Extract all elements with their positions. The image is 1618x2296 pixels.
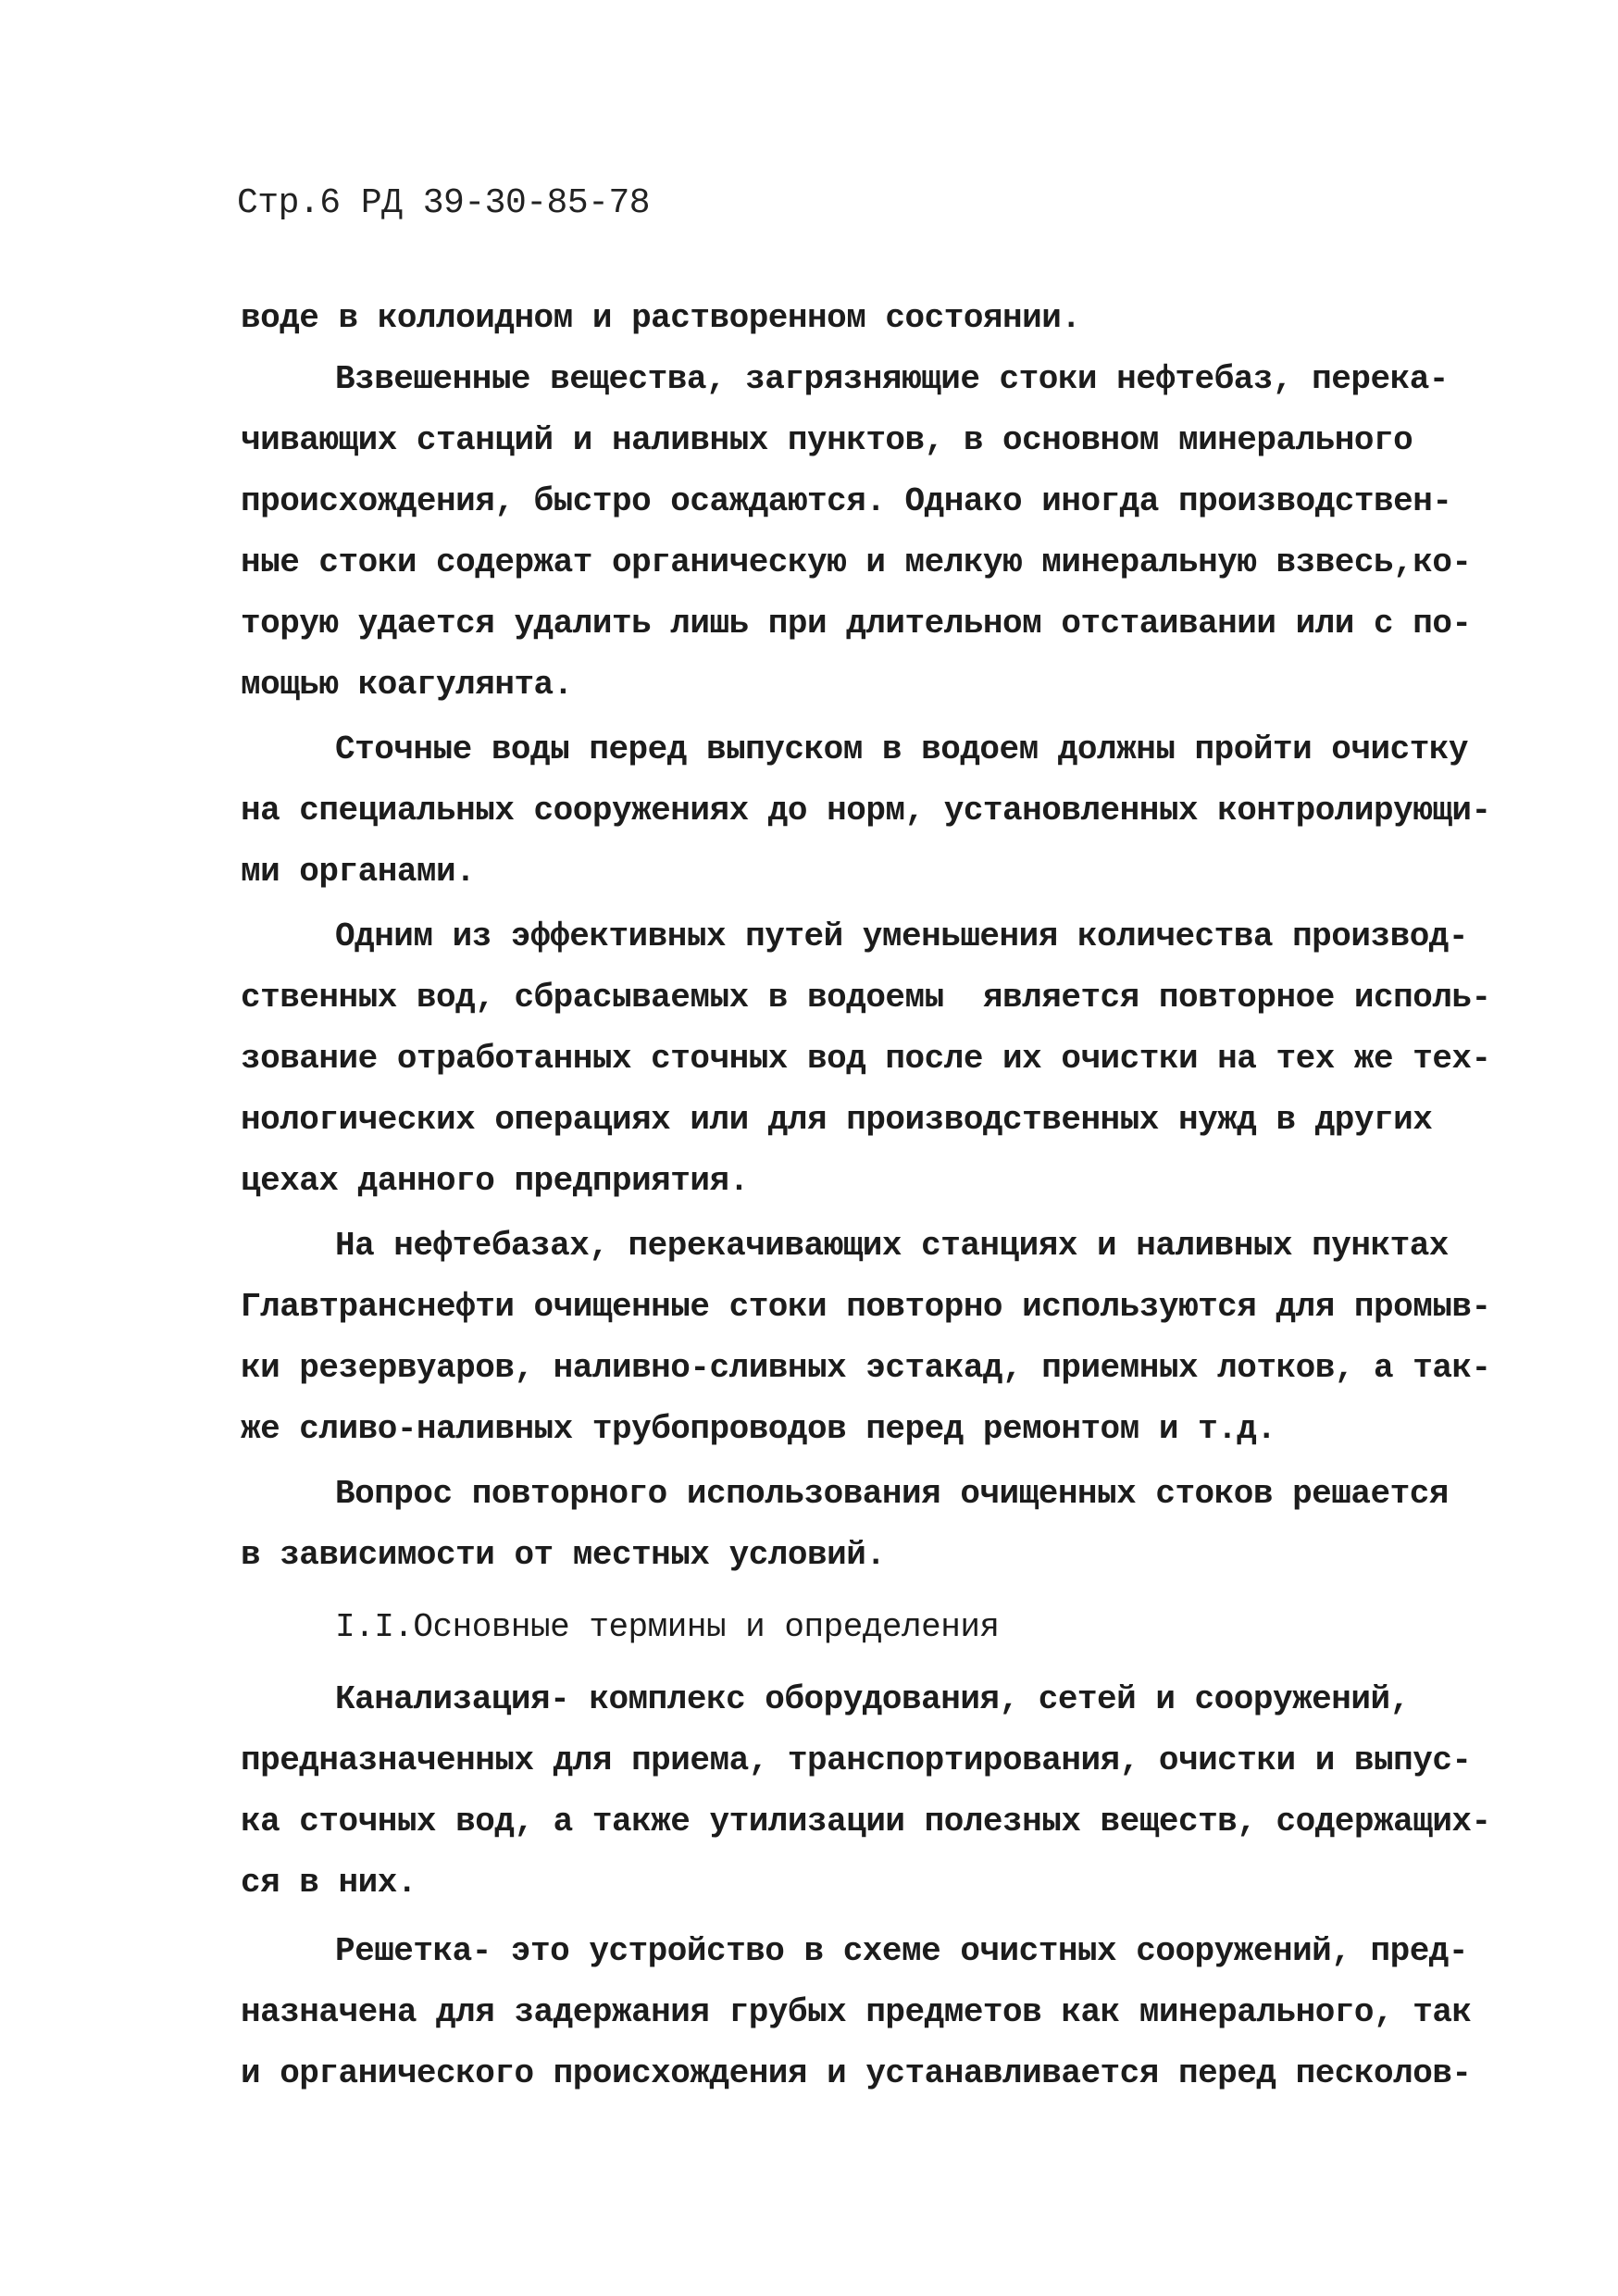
page-header: Стр.6 РД 39-30-85-78 <box>237 183 651 223</box>
text-line: воде в коллоидном и растворенном состоянии. <box>241 299 1081 337</box>
text-line: цехах данного предприятия. <box>241 1162 749 1200</box>
section-heading: I.I.Основные термины и определения <box>335 1608 1000 1646</box>
text-line: ся в них. <box>241 1864 417 1902</box>
text-line: Канализация- комплекс оборудования, сетей и сооружений, <box>335 1680 1410 1718</box>
text-line: ка сточных вод, а также утилизации полезных веществ, содержащих- <box>241 1803 1491 1841</box>
text-line: ки резервуаров, наливно-сливных эстакад, приемных лотков, а так- <box>241 1349 1491 1387</box>
text-line: чивающих станций и наливных пунктов, в основном минерального <box>241 421 1413 459</box>
text-line: назначена для задержания грубых предметов как минерального, так <box>241 1993 1472 2031</box>
text-line: Взвешенные вещества, загрязняющие стоки нефтебаз, перека- <box>335 360 1449 398</box>
text-line: Сточные воды перед выпуском в водоем должны пройти очистку <box>335 730 1469 768</box>
text-line: и органического происхождения и устанавливается перед песколов- <box>241 2054 1472 2092</box>
text-line: же сливо-наливных трубопроводов перед ремонтом и т.д. <box>241 1410 1276 1448</box>
text-line: Вопрос повторного использования очищенных стоков решается <box>335 1475 1449 1513</box>
text-line: в зависимости от местных условий. <box>241 1536 886 1574</box>
text-line: зование отработанных сточных вод после их очистки на тех же тех- <box>241 1040 1491 1078</box>
text-line: Главтранснефти очищенные стоки повторно используются для промыв- <box>241 1288 1491 1326</box>
text-line: ственных вод, сбрасываемых в водоемы является повторное исполь- <box>241 979 1491 1017</box>
text-line: происхождения, быстро осаждаются. Однако иногда производствен- <box>241 482 1452 520</box>
text-line: мощью коагулянта. <box>241 666 573 704</box>
text-line: ми органами. <box>241 853 476 891</box>
text-line: торую удается удалить лишь при длительном отстаивании или с по- <box>241 605 1472 643</box>
text-line: нологических операциях или для производственных нужд в других <box>241 1101 1433 1139</box>
text-line: Решетка- это устройство в схеме очистных сооружений, пред- <box>335 1932 1469 1970</box>
text-line: Одним из эффективных путей уменьшения количества производ- <box>335 917 1469 955</box>
text-line: предназначенных для приема, транспортирования, очистки и выпус- <box>241 1741 1472 1779</box>
text-line: На нефтебазах, перекачивающих станциях и наливных пунктах <box>335 1227 1449 1265</box>
text-line: на специальных сооружениях до норм, установленных контролирующи- <box>241 792 1491 830</box>
text-line: ные стоки содержат органическую и мелкую минеральную взвесь,ко- <box>241 543 1472 581</box>
